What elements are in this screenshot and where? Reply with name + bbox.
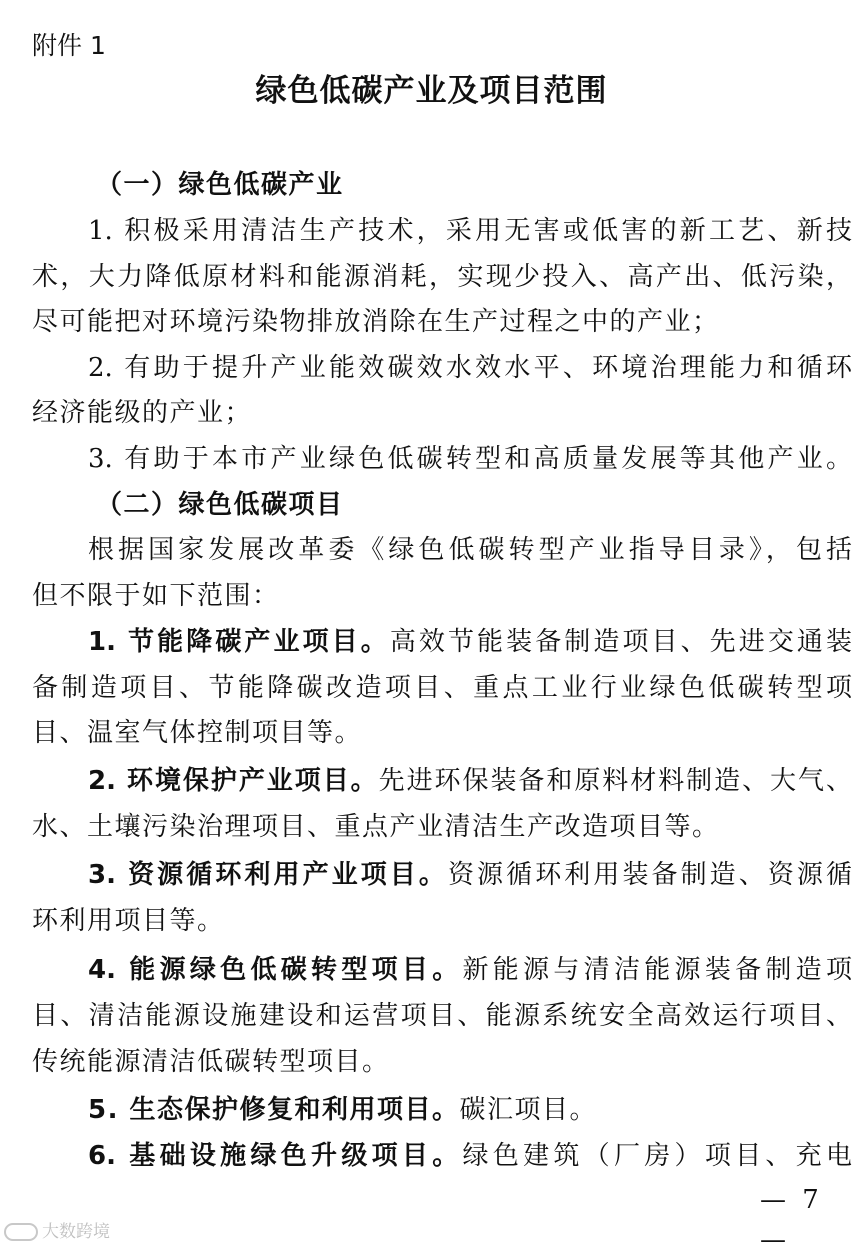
list-item-line: 1. 节能降碳产业项目。高效节能装备制造项目、先进交通装: [88, 627, 852, 657]
watermark: [4, 1220, 110, 1244]
item-heading: 6. 基础设施绿色升级项目。: [88, 1141, 463, 1171]
watermark-logo-icon: [4, 1223, 38, 1241]
list-item-line: 2. 环境保护产业项目。先进环保装备和原料材料制造、大气、: [88, 766, 852, 796]
watermark-text: 大数跨境: [42, 1222, 110, 1242]
document-title: 绿色低碳产业及项目范围: [255, 73, 608, 109]
item-heading: 5. 生态保护修复和利用项目。: [88, 1095, 460, 1125]
paragraph-line: 经济能级的产业；: [32, 398, 253, 428]
paragraph-line: 2. 有助于提升产业能效碳效水效水平、环境治理能力和循环: [88, 353, 852, 383]
paragraph-line: 目、温室气体控制项目等。: [32, 718, 363, 748]
paragraph-line: 水、土壤污染治理项目、重点产业清洁生产改造项目等。: [32, 812, 720, 842]
attachment-label: 附件 1: [32, 31, 106, 60]
paragraph-line: 目、清洁能源设施建设和运营项目、能源系统安全高效运行项目、: [32, 1001, 852, 1031]
list-item-line: 5. 生态保护修复和利用项目。碳汇项目。: [88, 1095, 598, 1125]
section-heading-industry: （一）绿色低碳产业: [96, 170, 344, 200]
list-item-line: 3. 资源循环利用产业项目。资源循环利用装备制造、资源循: [88, 860, 852, 890]
paragraph-line: 传统能源清洁低碳转型项目。: [32, 1047, 390, 1077]
item-heading: 2. 环境保护产业项目。: [88, 766, 379, 796]
paragraph-line: 环利用项目等。: [32, 906, 225, 936]
item-heading: 4. 能源绿色低碳转型项目。: [88, 955, 463, 985]
paragraph-line: 术，大力降低原材料和能源消耗，实现少投入、高产出、低污染，: [32, 262, 852, 292]
paragraph-line: 但不限于如下范围：: [32, 581, 280, 611]
list-item-line: 6. 基础设施绿色升级项目。绿色建筑（厂房）项目、充电: [88, 1141, 852, 1171]
section-heading-projects: （二）绿色低碳项目: [96, 490, 344, 520]
item-heading: 1. 节能降碳产业项目。: [88, 627, 390, 657]
paragraph-line: 根据国家发展改革委《绿色低碳转型产业指导目录》，包括: [88, 535, 852, 565]
list-item-line: 4. 能源绿色低碳转型项目。新能源与清洁能源装备制造项: [88, 955, 852, 985]
paragraph-line: 3. 有助于本市产业绿色低碳转型和高质量发展等其他产业。: [88, 444, 852, 474]
page-number: — 7 —: [760, 1185, 823, 1255]
item-heading: 3. 资源循环利用产业项目。: [88, 860, 448, 890]
paragraph-line: 1. 积极采用清洁生产技术，采用无害或低害的新工艺、新技: [88, 216, 852, 246]
paragraph-line: 尽可能把对环境污染物排放消除在生产过程之中的产业；: [32, 307, 720, 337]
paragraph-line: 备制造项目、节能降碳改造项目、重点工业行业绿色低碳转型项: [32, 673, 852, 703]
